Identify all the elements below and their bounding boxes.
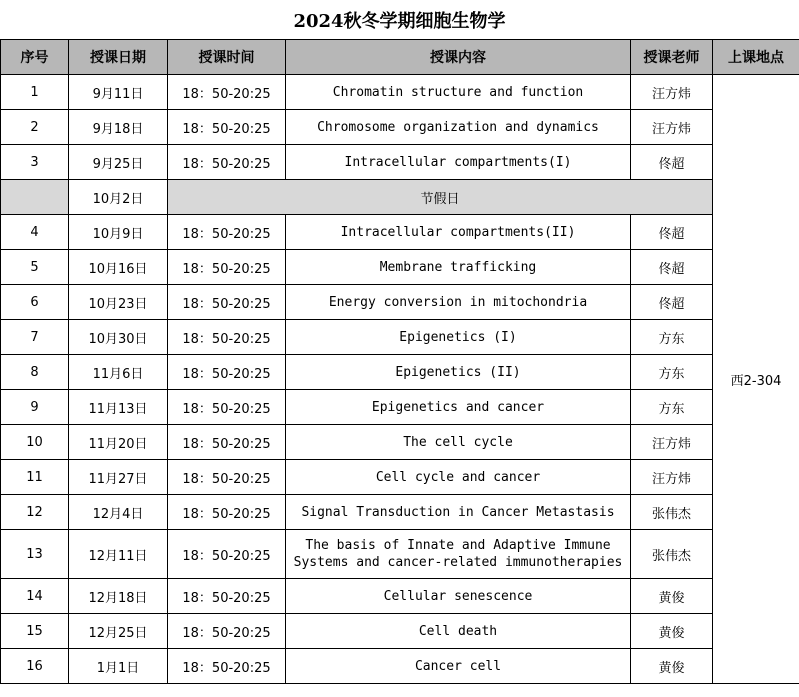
row-date: 10月16日 xyxy=(69,250,168,285)
row-time: 18：50-20:25 xyxy=(168,425,286,460)
header-row xyxy=(1,40,799,75)
row-date: 9月11日 xyxy=(69,75,168,110)
table-row xyxy=(1,460,799,495)
table-row xyxy=(1,250,799,285)
row-content: Intracellular compartments(II) xyxy=(286,215,631,250)
holiday-row xyxy=(1,180,799,215)
row-content: Cellular senescence xyxy=(286,579,631,614)
row-time: 18：50-20:25 xyxy=(168,495,286,530)
header-date: 授课日期 xyxy=(69,40,168,75)
row-number: 8 xyxy=(1,355,69,390)
table-row xyxy=(1,390,799,425)
row-content: Cell cycle and cancer xyxy=(286,460,631,495)
row-time: 18：50-20:25 xyxy=(168,460,286,495)
row-number: 9 xyxy=(1,390,69,425)
row-content: Intracellular compartments(I) xyxy=(286,145,631,180)
header-time: 授课时间 xyxy=(168,40,286,75)
row-time: 18：50-20:25 xyxy=(168,250,286,285)
table-row xyxy=(1,579,799,614)
row-number: 3 xyxy=(1,145,69,180)
row-time: 18：50-20:25 xyxy=(168,110,286,145)
row-date: 9月18日 xyxy=(69,110,168,145)
row-number: 13 xyxy=(1,530,69,579)
row-number: 6 xyxy=(1,285,69,320)
row-date: 12月11日 xyxy=(69,530,168,579)
row-time: 18：50-20:25 xyxy=(168,75,286,110)
row-teacher: 汪方炜 xyxy=(631,425,713,460)
row-number: 15 xyxy=(1,614,69,649)
table-row xyxy=(1,285,799,320)
row-teacher: 汪方炜 xyxy=(631,460,713,495)
row-content: Cancer cell xyxy=(286,649,631,684)
row-number: 16 xyxy=(1,649,69,684)
row-date: 10月30日 xyxy=(69,320,168,355)
row-teacher: 方东 xyxy=(631,390,713,425)
table-row xyxy=(1,145,799,180)
table-row xyxy=(1,425,799,460)
row-time: 18：50-20:25 xyxy=(168,614,286,649)
row-number: 10 xyxy=(1,425,69,460)
row-date: 10月9日 xyxy=(69,215,168,250)
row-date: 11月27日 xyxy=(69,460,168,495)
location-cell: 西2-304 xyxy=(713,75,799,684)
row-content: Membrane trafficking xyxy=(286,250,631,285)
row-content: The cell cycle xyxy=(286,425,631,460)
table-row xyxy=(1,110,799,145)
row-time: 18：50-20:25 xyxy=(168,579,286,614)
row-teacher: 汪方炜 xyxy=(631,75,713,110)
row-content: Signal Transduction in Cancer Metastasis xyxy=(286,495,631,530)
row-time: 18：50-20:25 xyxy=(168,215,286,250)
table-row xyxy=(1,320,799,355)
row-content: Energy conversion in mitochondria xyxy=(286,285,631,320)
table-row xyxy=(1,614,799,649)
header-teacher: 授课老师 xyxy=(631,40,713,75)
row-content: Chromosome organization and dynamics xyxy=(286,110,631,145)
row-number: 12 xyxy=(1,495,69,530)
row-date: 11月20日 xyxy=(69,425,168,460)
row-number: 7 xyxy=(1,320,69,355)
header-content: 授课内容 xyxy=(286,40,631,75)
row-number: 1 xyxy=(1,75,69,110)
row-teacher: 黄俊 xyxy=(631,579,713,614)
row-teacher: 方东 xyxy=(631,355,713,390)
table-row xyxy=(1,215,799,250)
table-row xyxy=(1,495,799,530)
row-time: 18：50-20:25 xyxy=(168,649,286,684)
schedule-table xyxy=(0,39,799,684)
row-content: The basis of Innate and Adaptive Immune Systems and cancer-related immunotherapies xyxy=(286,530,631,579)
row-teacher: 佟超 xyxy=(631,145,713,180)
row-teacher: 佟超 xyxy=(631,285,713,320)
row-time: 18：50-20:25 xyxy=(168,285,286,320)
row-teacher: 黄俊 xyxy=(631,649,713,684)
holiday-number xyxy=(1,180,69,215)
row-number: 11 xyxy=(1,460,69,495)
row-date: 10月23日 xyxy=(69,285,168,320)
row-content: Epigenetics (I) xyxy=(286,320,631,355)
row-time: 18：50-20:25 xyxy=(168,320,286,355)
row-content: Epigenetics and cancer xyxy=(286,390,631,425)
row-teacher: 汪方炜 xyxy=(631,110,713,145)
row-teacher: 方东 xyxy=(631,320,713,355)
row-teacher: 张伟杰 xyxy=(631,530,713,579)
row-time: 18：50-20:25 xyxy=(168,530,286,579)
table-row xyxy=(1,530,799,579)
row-content: Chromatin structure and function xyxy=(286,75,631,110)
row-number: 14 xyxy=(1,579,69,614)
row-date: 12月18日 xyxy=(69,579,168,614)
row-time: 18：50-20:25 xyxy=(168,145,286,180)
schedule-title: 2024秋冬学期细胞生物学 xyxy=(293,10,506,32)
holiday-label: 节假日 xyxy=(168,180,713,215)
header-number: 序号 xyxy=(1,40,69,75)
table-row xyxy=(1,75,799,110)
holiday-date: 10月2日 xyxy=(69,180,168,215)
row-time: 18：50-20:25 xyxy=(168,390,286,425)
row-date: 12月4日 xyxy=(69,495,168,530)
row-teacher: 佟超 xyxy=(631,215,713,250)
row-time: 18：50-20:25 xyxy=(168,355,286,390)
table-row xyxy=(1,355,799,390)
row-date: 1月1日 xyxy=(69,649,168,684)
row-date: 12月25日 xyxy=(69,614,168,649)
header-location: 上课地点 xyxy=(713,40,799,75)
table-row xyxy=(1,649,799,684)
row-content: Epigenetics (II) xyxy=(286,355,631,390)
row-number: 5 xyxy=(1,250,69,285)
row-number: 2 xyxy=(1,110,69,145)
row-date: 9月25日 xyxy=(69,145,168,180)
row-teacher: 黄俊 xyxy=(631,614,713,649)
row-date: 11月13日 xyxy=(69,390,168,425)
row-number: 4 xyxy=(1,215,69,250)
row-date: 11月6日 xyxy=(69,355,168,390)
row-content: Cell death xyxy=(286,614,631,649)
row-teacher: 张伟杰 xyxy=(631,495,713,530)
row-teacher: 佟超 xyxy=(631,250,713,285)
